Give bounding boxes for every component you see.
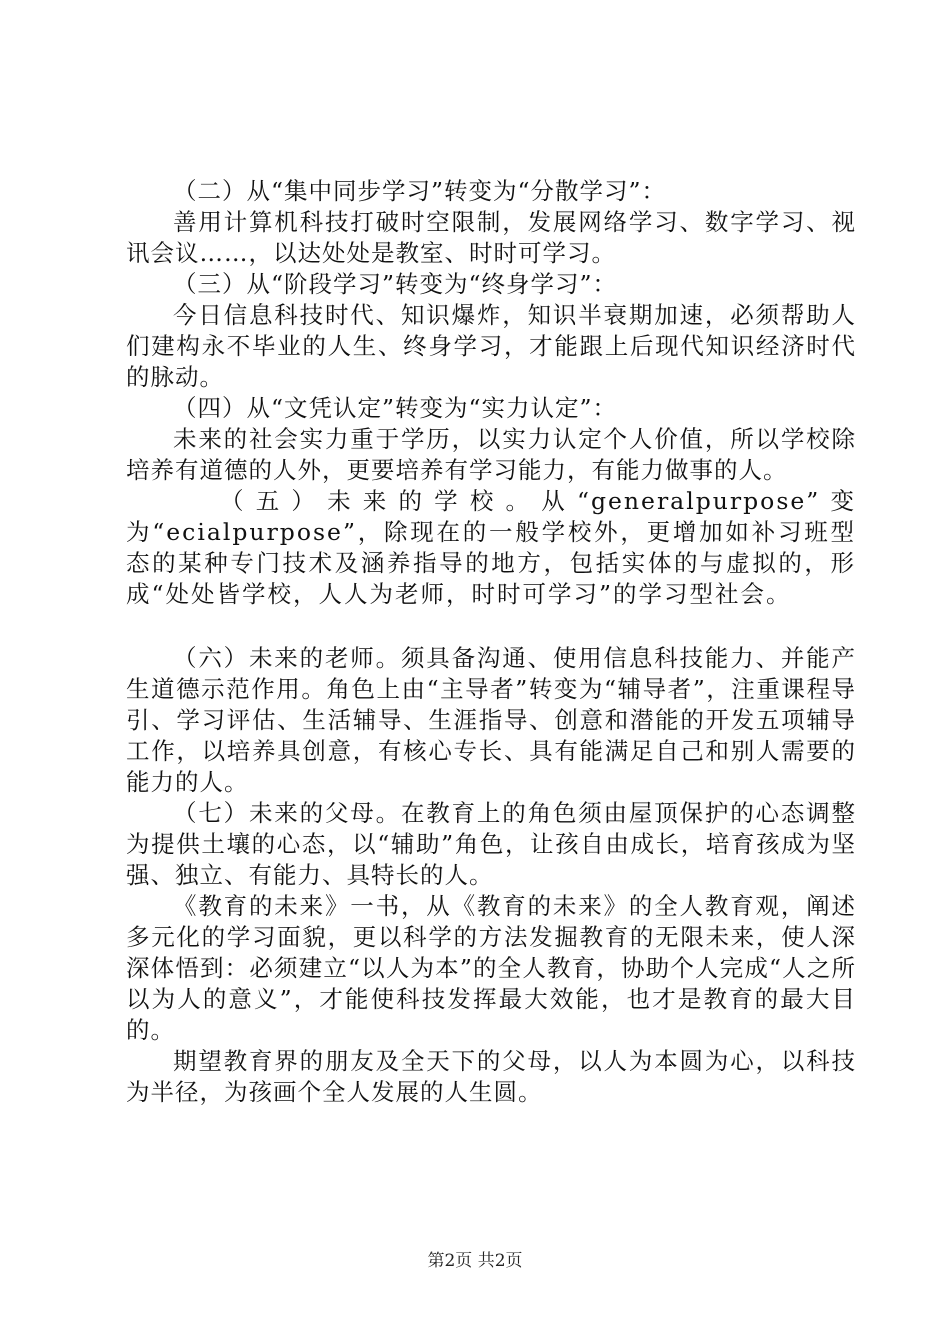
section-paragraph-6: （六）未来的老师。须具备沟通、使用信息科技能力、并能产生道德示范作用。角色上由“主导者”转变为“辅导者”，注重课程导引、学习评估、生活辅导、生涯指导、创意和潜能的开发五项辅导工作，以培养具创意，有核心专长、具有能满足自己和别人需要的能力的人。 xyxy=(126,644,856,796)
closing-paragraph: 期望教育界的朋友及全天下的父母，以人为本圆为心，以科技为半径，为孩画个全人发展的人生圆。 xyxy=(126,1047,856,1106)
body-paragraph: 《教育的未来》一书，从《教育的未来》的全人教育观，阐述多元化的学习面貌，更以科学的方法发掘教育的无限未来，使人深深体悟到：必须建立“以人为本”的全人教育，协助个人完成“人之所以为人的意义”，才能使科技发挥最大效能，也才是教育的最大目的。 xyxy=(126,892,856,1044)
body-paragraph: 今日信息科技时代、知识爆炸，知识半衰期加速，必须帮助人们建构永不毕业的人生、终身学习，才能跟上后现代知识经济时代的脉动。 xyxy=(126,301,856,391)
page-footer: 第2页 共2页 xyxy=(427,1251,523,1271)
section-heading-3: （三）从“阶段学习”转变为“终身学习”： xyxy=(173,270,618,298)
document-body xyxy=(126,176,856,1108)
body-paragraph: 善用计算机科技打破时空限制，发展网络学习、数字学习、视讯会议……，以达处处是教室、时时可学习。 xyxy=(126,208,856,267)
paragraph-gap xyxy=(126,610,856,643)
section-paragraph-7: （七）未来的父母。在教育上的角色须由屋顶保护的心态调整为提供土壤的心态，以“辅助”角色，让孩自由成长，培育孩成为坚强、独立、有能力、具特长的人。 xyxy=(126,799,856,889)
section-paragraph-5: （五）未来的学校。从“generalpurpose”变为“ecialpurpose”，除现在的一般学校外，更增加如补习班型态的某种专门技术及涵养指导的地方，包括实体的与虚拟的，形成“处处皆学校，人人为老师，时时可学习”的学习型社会。 xyxy=(126,487,856,608)
body-paragraph: 未来的社会实力重于学历，以实力认定个人价值，所以学校除培养有道德的人外，更要培养有学习能力，有能力做事的人。 xyxy=(126,425,856,484)
section-heading-4: （四）从“文凭认定”转变为“实力认定”： xyxy=(173,394,618,422)
section-heading-2: （二）从“集中同步学习”转变为“分散学习”： xyxy=(173,177,667,205)
